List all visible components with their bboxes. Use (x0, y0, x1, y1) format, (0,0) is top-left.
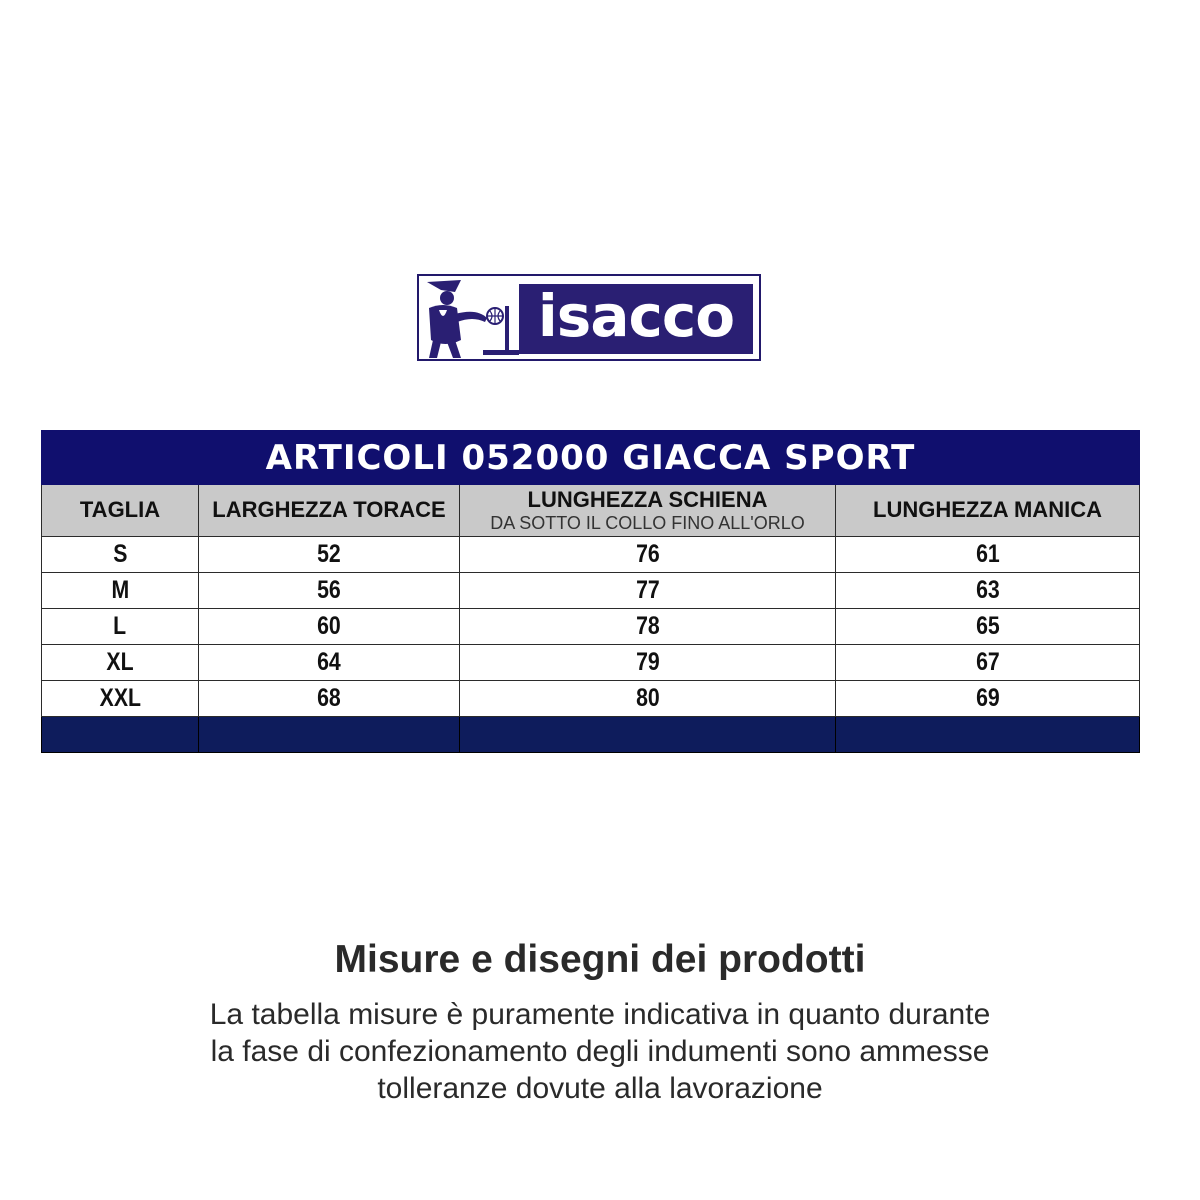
cell-back-length: 77 (460, 573, 836, 609)
column-header-size: TAGLIA (42, 485, 199, 537)
footer-cell (460, 717, 836, 753)
cell-back-length: 79 (460, 645, 836, 681)
cell-sleeve-length: 67 (836, 645, 1140, 681)
cell-size: XL (42, 645, 199, 681)
table-row (42, 573, 1140, 609)
column-header-sleeve-length: LUNGHEZZA MANICA (836, 485, 1140, 537)
note-title: Misure e disegni dei prodotti (334, 938, 866, 981)
column-header-back-length-label: LUNGHEZZA SCHIENA (527, 486, 768, 512)
footer-cell (199, 717, 460, 753)
note-body (0, 996, 1200, 1107)
chef-mascot-icon (421, 278, 521, 359)
logo-wordmark-box (519, 284, 753, 354)
cell-chest-width: 60 (199, 609, 460, 645)
cell-sleeve-length: 61 (836, 537, 1140, 573)
table-header-row (42, 485, 1140, 537)
cell-sleeve-length: 69 (836, 681, 1140, 717)
cell-back-length: 80 (460, 681, 836, 717)
column-header-back-length-subtitle: DA SOTTO IL COLLO FINO ALL'ORLO (490, 512, 805, 533)
cell-sleeve-length: 63 (836, 573, 1140, 609)
table-title: ARTICOLI 052000 GIACCA SPORT (42, 431, 1140, 485)
footer-cell (836, 717, 1140, 753)
table-row (42, 537, 1140, 573)
note-line: tolleranze dovute alla lavorazione (377, 1072, 823, 1105)
note-line: la fase di confezionamento degli indumenti sono ammesse (210, 1035, 990, 1068)
cell-size: S (42, 537, 199, 573)
brand-logo (417, 274, 761, 361)
table-row (42, 609, 1140, 645)
column-header-back-length (460, 485, 836, 537)
cell-chest-width: 68 (199, 681, 460, 717)
cell-back-length: 78 (460, 609, 836, 645)
cell-size: L (42, 609, 199, 645)
size-table (41, 430, 1140, 753)
footer-cell (42, 717, 199, 753)
table-row (42, 645, 1140, 681)
logo-wordmark: isacco (537, 282, 735, 350)
table-title-row (42, 431, 1140, 485)
column-header-chest-width: LARGHEZZA TORACE (199, 485, 460, 537)
cell-chest-width: 52 (199, 537, 460, 573)
cell-size: M (42, 573, 199, 609)
cell-size: XXL (42, 681, 199, 717)
cell-back-length: 76 (460, 537, 836, 573)
table-footer-row (42, 717, 1140, 753)
cell-chest-width: 64 (199, 645, 460, 681)
table-row (42, 681, 1140, 717)
note-line: La tabella misure è puramente indicativa in quanto durante (209, 998, 991, 1031)
cell-chest-width: 56 (199, 573, 460, 609)
cell-sleeve-length: 65 (836, 609, 1140, 645)
